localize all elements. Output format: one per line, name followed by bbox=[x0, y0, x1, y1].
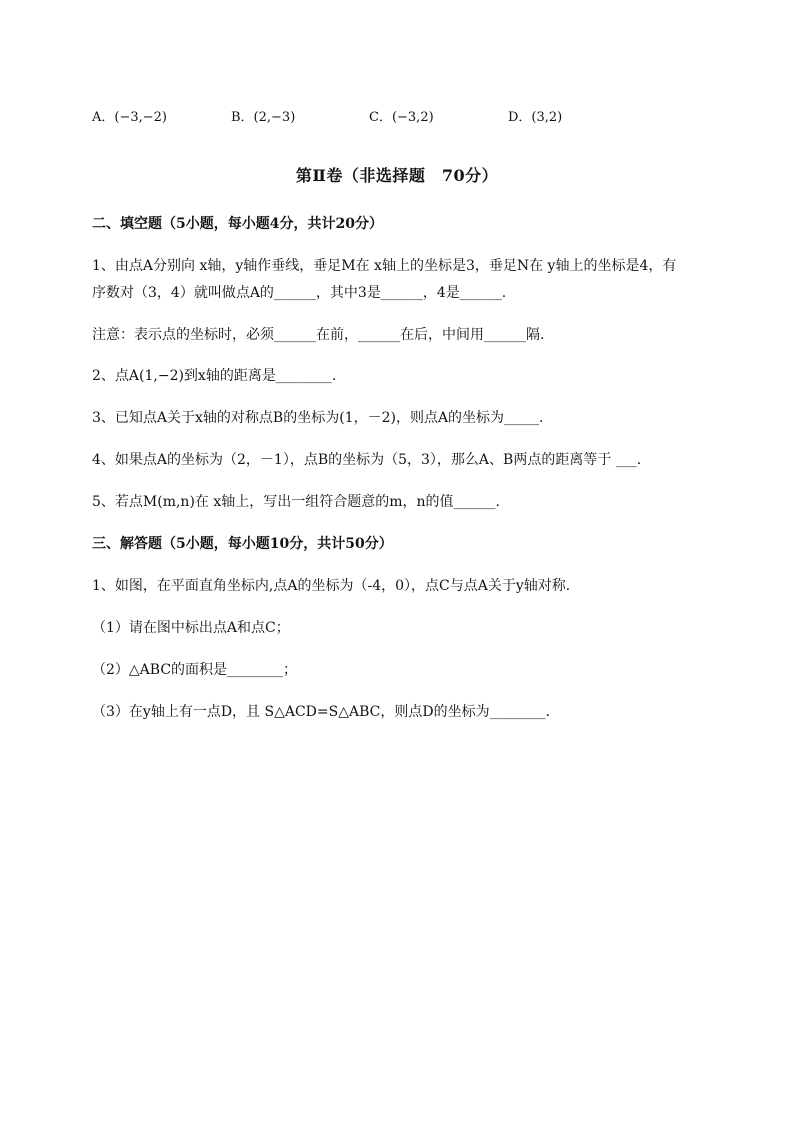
fill-q4: 4、如果点A的坐标为（2，－1），点B的坐标为（5，3），那么A、B两点的距离等于 ___. bbox=[92, 452, 642, 468]
solve-q1: 1、如图，在平面直角坐标内,点A的坐标为（-4，0），点C与点A关于y轴对称． bbox=[92, 578, 580, 594]
part-title: 第Ⅱ卷（非选择题 70分） bbox=[295, 166, 499, 185]
fill-q2: 2、点A(1,−2)到x轴的距离是________. bbox=[92, 368, 337, 384]
choice-d: D．(3,2) bbox=[508, 110, 563, 125]
solve-q1-part1: （1）请在图中标出点A和点C； bbox=[92, 620, 290, 636]
solve-q1-part2: （2）△ABC的面积是________； bbox=[92, 662, 298, 678]
fill-note: 注意：表示点的坐标时，必须______在前，______在后，中间用______隔. bbox=[92, 327, 545, 343]
fill-section-heading: 二、填空题（5小题，每小题4分，共计20分） bbox=[92, 216, 383, 232]
fill-q1-line2: 序数对（3，4）就叫做点A的______，其中3是______，4是______. bbox=[92, 285, 507, 301]
fill-q3: 3、已知点A关于x轴的对称点B的坐标为(1，－2)，则点A的坐标为_____. bbox=[92, 410, 544, 426]
choice-a: A．(−3,−2) bbox=[92, 110, 167, 125]
solve-section-heading: 三、解答题（5小题，每小题10分，共计50分） bbox=[92, 536, 393, 552]
fill-q1-line1: 1、由点A分别向 x轴，y轴作垂线，垂足M在 x轴上的坐标是3，垂足N在 y轴上的坐标是4，有 bbox=[92, 258, 677, 274]
solve-q1-part3: （3）在y轴上有一点D，且 S△ACD=S△ABC，则点D的坐标为________． bbox=[92, 704, 560, 720]
choice-c: C．(−3,2) bbox=[369, 110, 434, 125]
choice-b: B．(2,−3) bbox=[231, 110, 296, 125]
fill-q5: 5、若点M(m,n)在 x轴上，写出一组符合题意的m，n的值______. bbox=[92, 494, 500, 510]
